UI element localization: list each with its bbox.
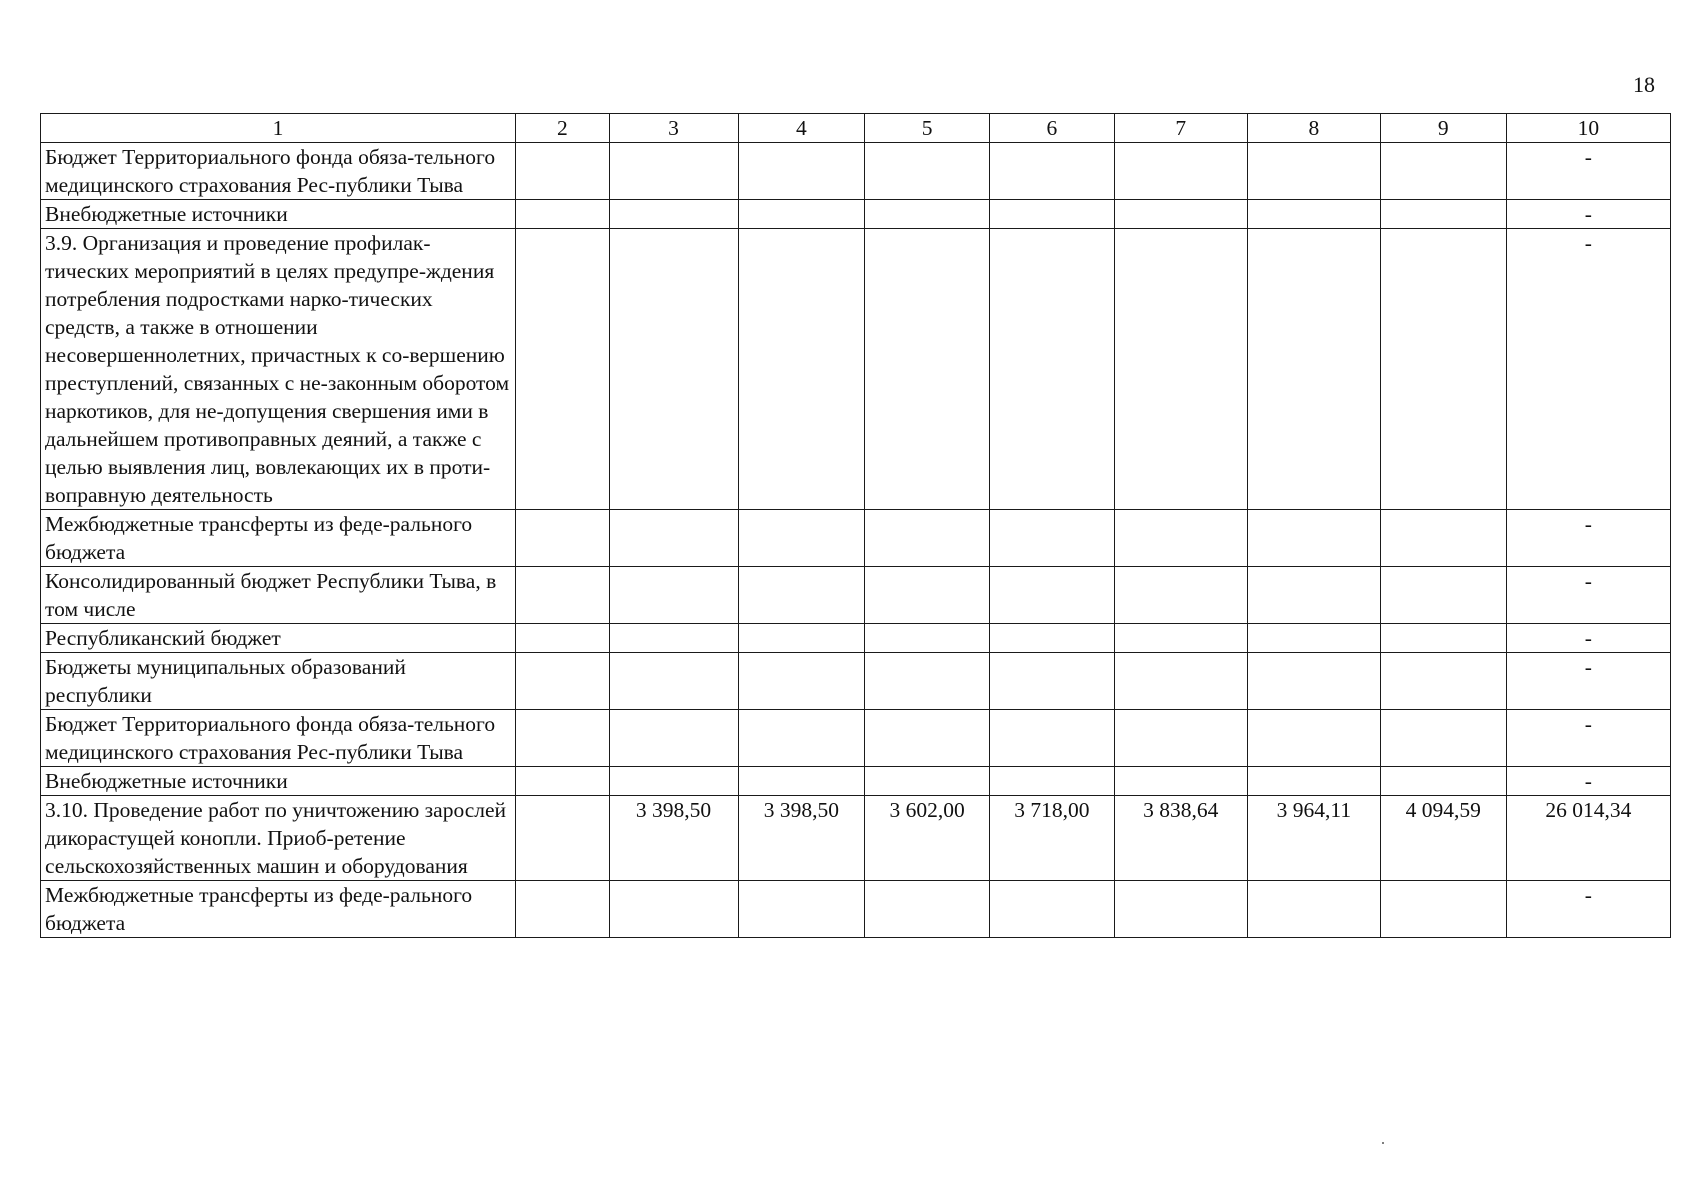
value-cell xyxy=(516,510,610,567)
value-cell xyxy=(990,767,1115,796)
budget-table xyxy=(40,113,1671,938)
value-cell xyxy=(1380,229,1506,510)
value-cell: - xyxy=(1506,229,1670,510)
value-cell xyxy=(516,767,610,796)
table-row xyxy=(41,881,1671,938)
value-cell xyxy=(1247,881,1380,938)
value-cell xyxy=(516,229,610,510)
value-cell xyxy=(738,767,865,796)
value-cell xyxy=(738,653,865,710)
value-cell xyxy=(516,796,610,881)
value-cell xyxy=(516,624,610,653)
value-cell xyxy=(865,624,990,653)
value-cell xyxy=(990,567,1115,624)
value-cell xyxy=(738,710,865,767)
column-header: 7 xyxy=(1114,114,1247,143)
value-cell xyxy=(990,229,1115,510)
value-cell xyxy=(1114,653,1247,710)
value-cell xyxy=(990,710,1115,767)
value-cell: - xyxy=(1506,624,1670,653)
value-cell xyxy=(1247,229,1380,510)
value-cell: - xyxy=(1506,881,1670,938)
value-cell xyxy=(865,567,990,624)
value-cell xyxy=(516,710,610,767)
value-cell xyxy=(1114,143,1247,200)
value-cell xyxy=(609,143,738,200)
value-cell: - xyxy=(1506,510,1670,567)
row-description-cell: Межбюджетные трансферты из феде-рального бюджета xyxy=(41,881,516,938)
value-cell: - xyxy=(1506,200,1670,229)
value-cell xyxy=(865,200,990,229)
value-cell xyxy=(1114,767,1247,796)
table-row xyxy=(41,143,1671,200)
value-cell xyxy=(516,881,610,938)
page-number: 18 xyxy=(1633,72,1655,97)
value-cell: 3 838,64 xyxy=(1114,796,1247,881)
value-cell xyxy=(865,881,990,938)
value-cell: - xyxy=(1506,710,1670,767)
value-cell xyxy=(738,510,865,567)
value-cell xyxy=(990,200,1115,229)
value-cell xyxy=(1247,624,1380,653)
value-cell xyxy=(738,200,865,229)
column-header: 3 xyxy=(609,114,738,143)
value-cell xyxy=(738,624,865,653)
value-cell xyxy=(609,767,738,796)
table-row xyxy=(41,624,1671,653)
value-cell xyxy=(1114,229,1247,510)
table-row xyxy=(41,200,1671,229)
value-cell xyxy=(609,229,738,510)
table-row xyxy=(41,767,1671,796)
row-description-cell: 3.9. Организация и проведение профилак-тических мероприятий в целях предупре-ждения потребления подростками нарко-тических средств, а также в отношении несовершеннолетних, причастных к со-вершению преступлений, связанных с не-законным оборотом наркотиков, для не-допущения свершения ими в дальнейшем противоправных деяний, а также с целью выявления лиц, вовлекающих их в проти-воправную деятельность xyxy=(41,229,516,510)
value-cell xyxy=(1380,200,1506,229)
column-header: 5 xyxy=(865,114,990,143)
value-cell xyxy=(609,881,738,938)
value-cell xyxy=(1380,710,1506,767)
column-header: 8 xyxy=(1247,114,1380,143)
value-cell xyxy=(738,229,865,510)
value-cell xyxy=(1247,143,1380,200)
value-cell: 3 718,00 xyxy=(990,796,1115,881)
table-row xyxy=(41,796,1671,881)
column-header: 9 xyxy=(1380,114,1506,143)
value-cell: 3 964,11 xyxy=(1247,796,1380,881)
table-row xyxy=(41,510,1671,567)
value-cell xyxy=(1114,567,1247,624)
value-cell xyxy=(609,567,738,624)
value-cell xyxy=(738,143,865,200)
row-description-cell: Бюджеты муниципальных образований республики xyxy=(41,653,516,710)
column-header: 4 xyxy=(738,114,865,143)
value-cell xyxy=(516,653,610,710)
value-cell: 26 014,34 xyxy=(1506,796,1670,881)
value-cell: 3 398,50 xyxy=(738,796,865,881)
table-row xyxy=(41,229,1671,510)
column-header: 10 xyxy=(1506,114,1670,143)
value-cell xyxy=(1380,653,1506,710)
value-cell xyxy=(990,143,1115,200)
value-cell: - xyxy=(1506,767,1670,796)
table-header-row xyxy=(41,114,1671,143)
value-cell xyxy=(865,229,990,510)
column-header: 1 xyxy=(41,114,516,143)
value-cell: - xyxy=(1506,653,1670,710)
row-description-cell: 3.10. Проведение работ по уничтожению зарослей дикорастущей конопли. Приоб-ретение сельскохозяйственных машин и оборудования xyxy=(41,796,516,881)
row-description-cell: Внебюджетные источники xyxy=(41,200,516,229)
value-cell xyxy=(516,200,610,229)
value-cell xyxy=(865,710,990,767)
table-row xyxy=(41,653,1671,710)
row-description-cell: Межбюджетные трансферты из феде-рального бюджета xyxy=(41,510,516,567)
value-cell xyxy=(1380,767,1506,796)
table-row xyxy=(41,567,1671,624)
value-cell xyxy=(1247,510,1380,567)
value-cell xyxy=(609,624,738,653)
value-cell xyxy=(609,510,738,567)
value-cell xyxy=(1114,624,1247,653)
value-cell xyxy=(990,510,1115,567)
row-description-cell: Консолидированный бюджет Республики Тыва, в том числе xyxy=(41,567,516,624)
value-cell: 4 094,59 xyxy=(1380,796,1506,881)
value-cell xyxy=(990,653,1115,710)
value-cell xyxy=(865,510,990,567)
row-description-cell: Внебюджетные источники xyxy=(41,767,516,796)
value-cell xyxy=(516,143,610,200)
value-cell xyxy=(990,624,1115,653)
column-header: 2 xyxy=(516,114,610,143)
value-cell xyxy=(609,200,738,229)
value-cell xyxy=(1114,710,1247,767)
value-cell xyxy=(1114,200,1247,229)
row-description-cell: Республиканский бюджет xyxy=(41,624,516,653)
value-cell: 3 602,00 xyxy=(865,796,990,881)
value-cell xyxy=(516,567,610,624)
value-cell xyxy=(1247,767,1380,796)
scan-artifact xyxy=(1382,1142,1384,1144)
column-header: 6 xyxy=(990,114,1115,143)
value-cell: 3 398,50 xyxy=(609,796,738,881)
value-cell xyxy=(1114,881,1247,938)
value-cell xyxy=(1114,510,1247,567)
value-cell xyxy=(1380,881,1506,938)
value-cell: - xyxy=(1506,143,1670,200)
table-body xyxy=(41,143,1671,938)
table-row xyxy=(41,710,1671,767)
row-description-cell: Бюджет Территориального фонда обяза-тельного медицинского страхования Рес-публики Тыва xyxy=(41,143,516,200)
value-cell xyxy=(1247,567,1380,624)
value-cell xyxy=(1380,567,1506,624)
value-cell: - xyxy=(1506,567,1670,624)
value-cell xyxy=(990,881,1115,938)
value-cell xyxy=(609,710,738,767)
value-cell xyxy=(738,567,865,624)
value-cell xyxy=(738,881,865,938)
value-cell xyxy=(1380,510,1506,567)
value-cell xyxy=(609,653,738,710)
value-cell xyxy=(1247,653,1380,710)
value-cell xyxy=(865,143,990,200)
value-cell xyxy=(865,653,990,710)
value-cell xyxy=(1247,710,1380,767)
value-cell xyxy=(1247,200,1380,229)
value-cell xyxy=(1380,143,1506,200)
value-cell xyxy=(1380,624,1506,653)
row-description-cell: Бюджет Территориального фонда обяза-тельного медицинского страхования Рес-публики Тыва xyxy=(41,710,516,767)
value-cell xyxy=(865,767,990,796)
